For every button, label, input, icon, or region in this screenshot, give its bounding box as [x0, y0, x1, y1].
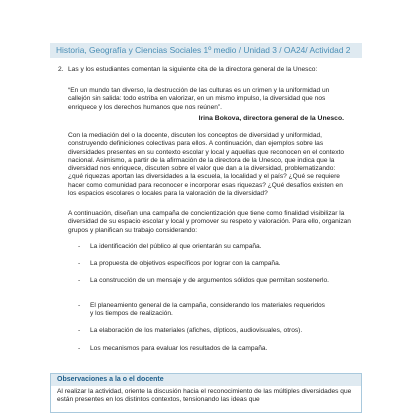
list-bullet: - — [78, 302, 81, 309]
breadcrumb: Historia, Geografía y Ciencias Sociales 1º medio / Unidad 3 / OA24/ Actividad 2 — [56, 45, 351, 55]
activity-intro: Las y los estudiantes comentan la siguiente cita de la directora general de la Unesco: — [68, 66, 318, 73]
teacher-notes-title: Observaciones a la o el docente — [57, 376, 164, 383]
list-bullet: - — [78, 277, 81, 284]
list-item-text: La elaboración de los materiales (afiches, dípticos, audiovisuales, otros). — [90, 327, 303, 334]
list-bullet: - — [78, 345, 81, 352]
campaign-paragraph: A continuación, diseñan una campaña de concientización que tiene como finalidad visibilizar la diversidad de su espacio escolar y local y promover su respeto y valoración. Para ello, organizan grupos y planifican su trabajo considerando: — [68, 210, 351, 234]
list-item-text: La propuesta de objetivos específicos por lograr con la campaña. — [90, 260, 281, 267]
list-item-text: El planeamiento general de la campaña, considerando los materiales requeridos y los tiempos de realización. — [90, 302, 325, 318]
list-bullet: - — [78, 243, 81, 250]
teacher-notes-box — [50, 373, 362, 413]
list-bullet: - — [78, 327, 81, 334]
list-bullet: - — [78, 260, 81, 267]
list-item-text: Los mecanismos para evaluar los resultados de la campaña. — [90, 345, 268, 352]
teacher-notes-body: Al realizar la actividad, oriente la discusión hacia el reconocimiento de las múltiples diversidades que están presentes en los distintos contextos, tensionando las ideas que — [57, 388, 352, 404]
discussion-paragraph: Con la mediación del o la docente, discuten los conceptos de diversidad y uniformidad, construyendo definiciones colectivas para ellos. A continuación, dan ejemplos sobre las diversidades presentes en su contexto escolar y local y aquellas que reconocen en el contexto nacional. Asimismo, a partir de la afirmación de la directora de la Unesco, que indica que la diversidad nos enriquece, discuten sobre el valor que dan a la diversidad, problematizando: ¿qué riquezas aportan las diversidades a la escuela, la localidad y el país? ¿Qué se requiere hacer como comunidad para reconocer e incorporar esas riquezas? ¿Qué desafíos existen en los espacios escolares o locales para la valoración de la diversidad? — [68, 132, 345, 198]
item-number: 2. — [58, 66, 64, 73]
quote-author: Irina Bokova, directora general de la Unesco. — [198, 115, 344, 122]
list-item-text: La identificación del público al que orientarán su campaña. — [90, 243, 262, 250]
unesco-quote: “En un mundo tan diverso, la destrucción de las culturas es un crimen y la uniformidad un callejón sin salida: todo estriba en valorizar, en un mismo impulso, la diversidad que nos enriquece y los derechos humanos que nos reúnen”. — [68, 87, 330, 111]
list-item-text: La construcción de un mensaje y de argumentos sólidos que permitan sostenerlo. — [90, 277, 329, 284]
